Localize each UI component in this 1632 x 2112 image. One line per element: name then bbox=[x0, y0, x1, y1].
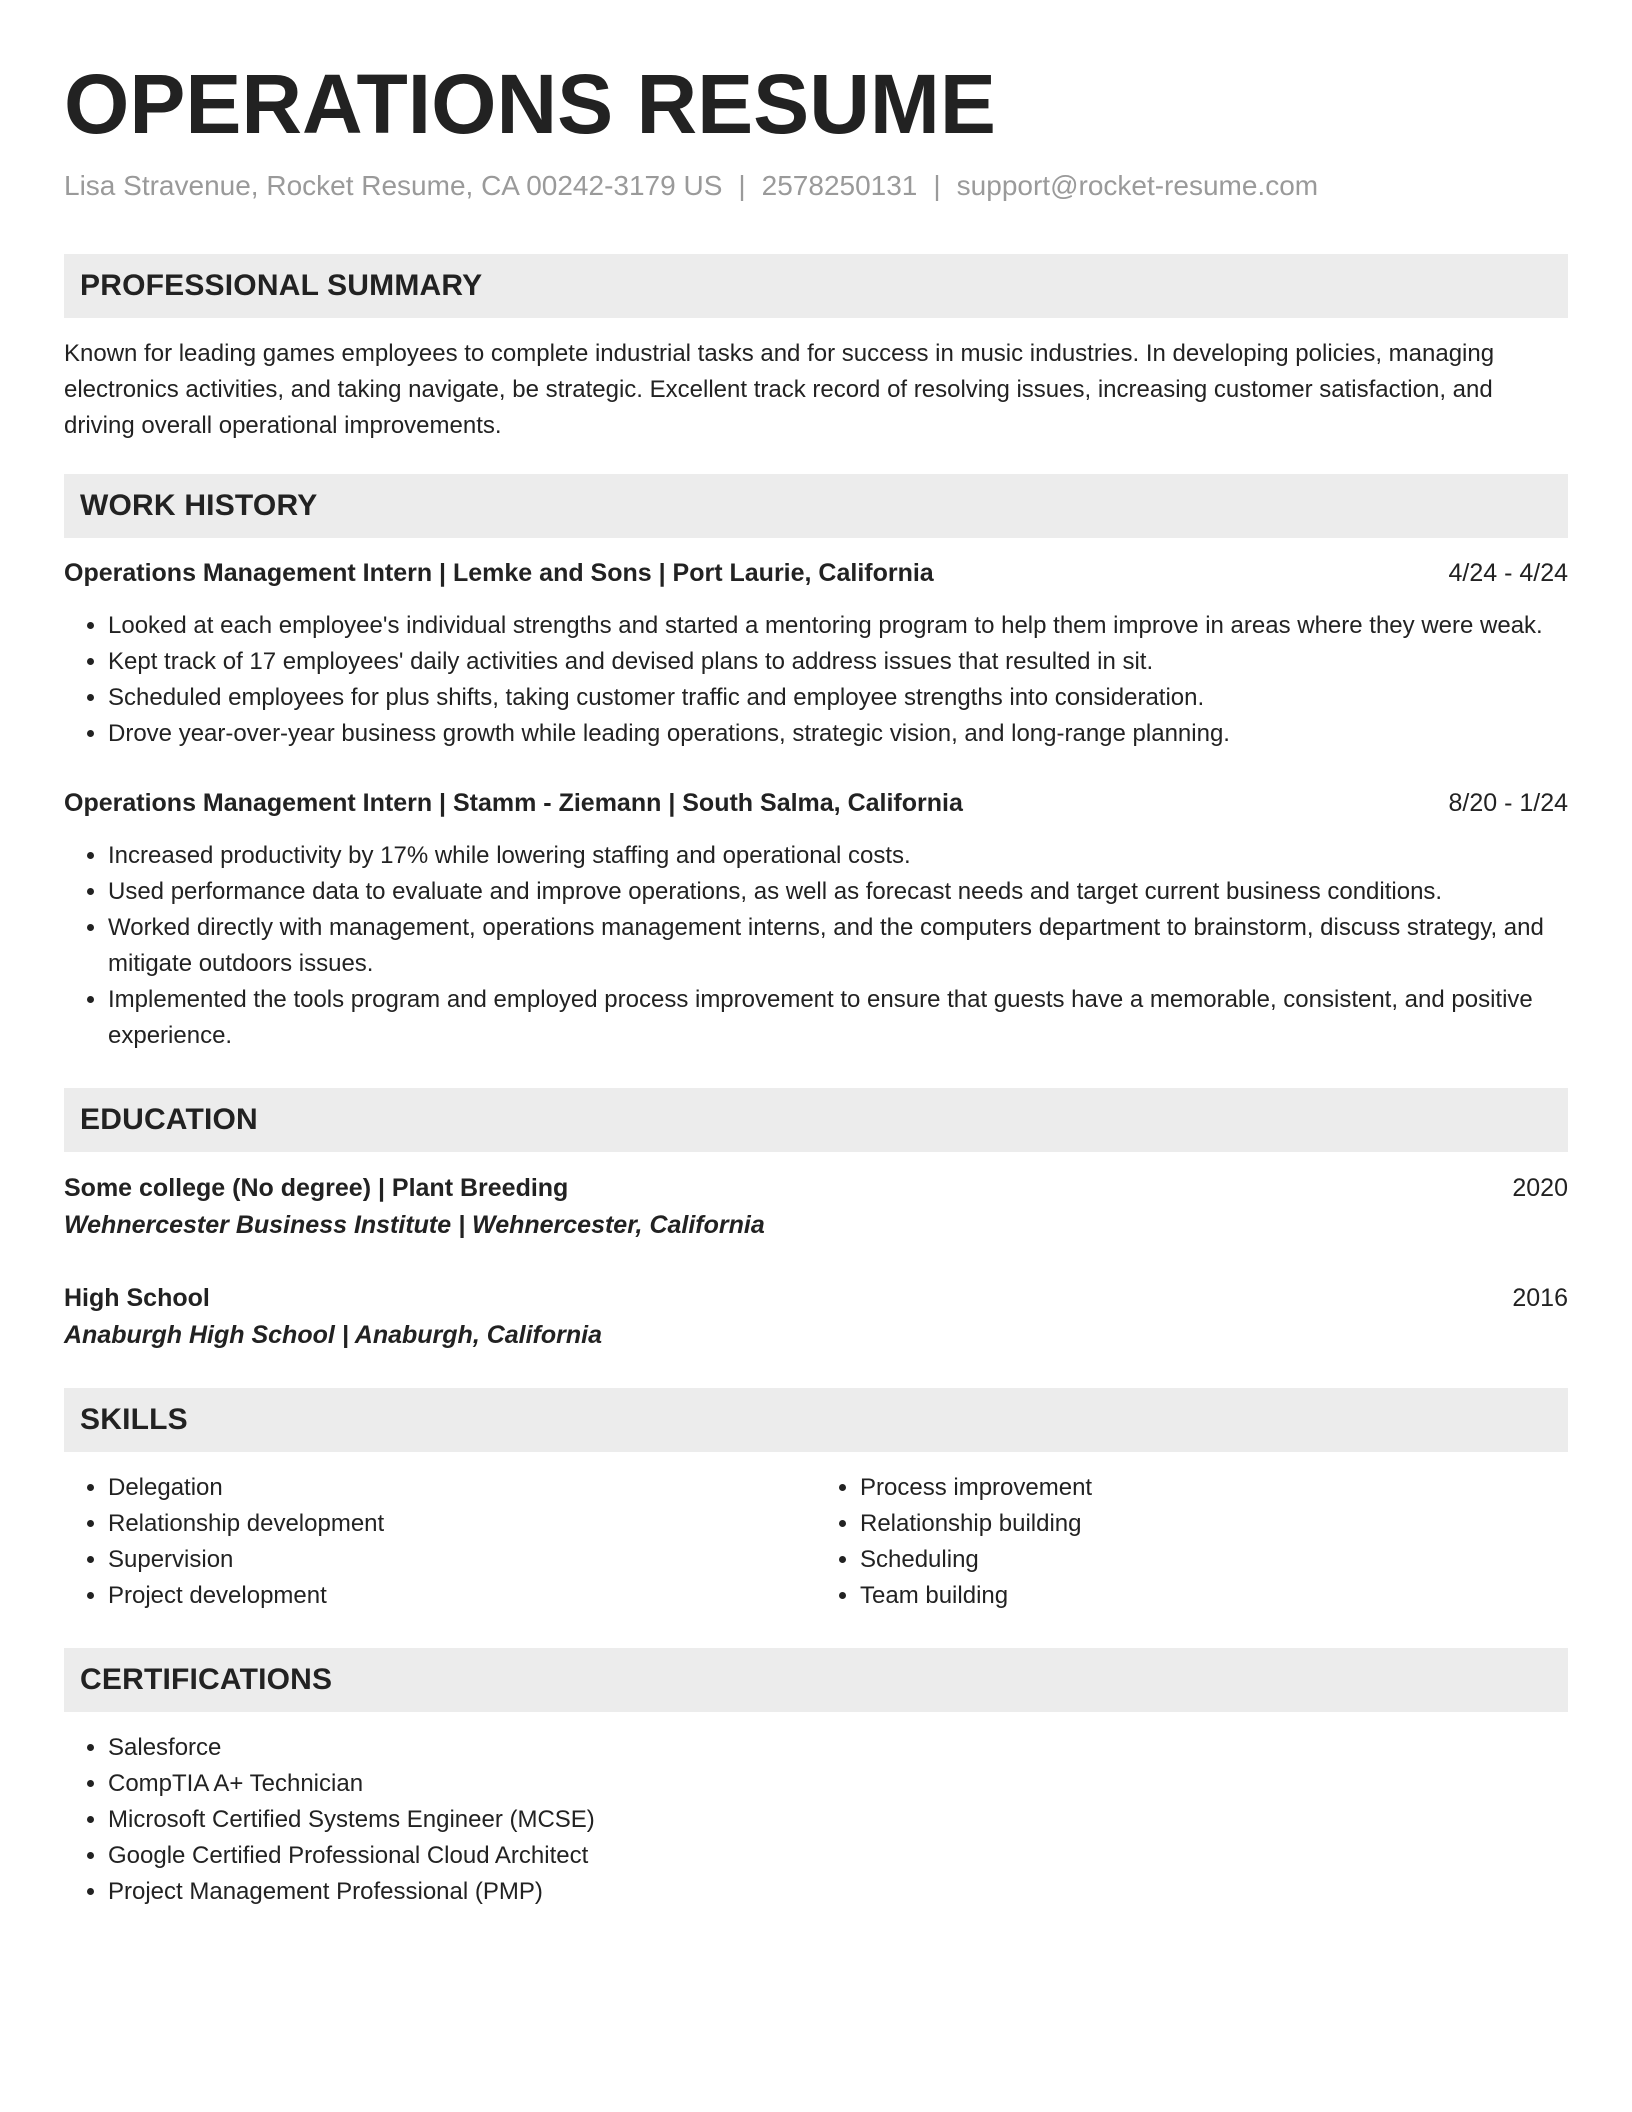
list-item: • Salesforce bbox=[108, 1730, 1568, 1766]
skills-column-left bbox=[64, 1470, 816, 1614]
job-dates: 8/20 - 1/24 bbox=[1448, 789, 1568, 817]
summary-section bbox=[64, 254, 1568, 444]
list-item: • Relationship building bbox=[860, 1506, 1568, 1542]
list-item: • Scheduling bbox=[860, 1542, 1568, 1578]
contact-address: Lisa Stravenue, Rocket Resume, CA 00242-3179 US bbox=[64, 170, 723, 201]
education-entry bbox=[64, 1170, 1568, 1244]
skills-list-left bbox=[64, 1470, 816, 1614]
education-degree: Some college (No degree) | Plant Breeding bbox=[64, 1174, 569, 1202]
list-item: • Used performance data to evaluate and improve operations, as well as forecast needs and target current business conditions. bbox=[108, 874, 1568, 910]
list-item: • Delegation bbox=[108, 1470, 816, 1506]
education-entry bbox=[64, 1280, 1568, 1354]
list-item: • Worked directly with management, operations management interns, and the computers department to brainstorm, discuss strategy, and mitigate outdoors issues. bbox=[108, 910, 1568, 982]
certifications-heading: CERTIFICATIONS bbox=[80, 1663, 333, 1696]
work-heading: WORK HISTORY bbox=[80, 489, 318, 522]
education-school: Anaburgh High School | Anaburgh, California bbox=[64, 1321, 603, 1349]
job-entry bbox=[64, 556, 1568, 752]
job-dates: 4/24 - 4/24 bbox=[1448, 559, 1568, 587]
skills-heading-bar bbox=[64, 1388, 1568, 1452]
education-section bbox=[64, 1088, 1568, 1354]
contact-email: support@rocket-resume.com bbox=[956, 170, 1319, 201]
job-title: Operations Management Intern | Lemke and Sons | Port Laurie, California bbox=[64, 559, 934, 587]
contact-line bbox=[64, 168, 1568, 204]
list-item: • Implemented the tools program and employed process improvement to ensure that guests have a memorable, consistent, and positive experience. bbox=[108, 982, 1568, 1054]
job-title: Operations Management Intern | Stamm - Ziemann | South Salma, California bbox=[64, 789, 963, 817]
skills-section bbox=[64, 1388, 1568, 1614]
job-bullets bbox=[64, 838, 1568, 1054]
job-entry bbox=[64, 786, 1568, 1054]
education-school: Wehnercester Business Institute | Wehnercester, California bbox=[64, 1211, 765, 1239]
certifications-heading-bar bbox=[64, 1648, 1568, 1712]
job-header bbox=[64, 786, 1568, 820]
education-header bbox=[64, 1170, 1568, 1206]
list-item: • Increased productivity by 17% while lowering staffing and operational costs. bbox=[108, 838, 1568, 874]
contact-separator: | bbox=[738, 170, 746, 201]
list-item: • Microsoft Certified Systems Engineer (MCSE) bbox=[108, 1802, 1568, 1838]
list-item: • Project Management Professional (PMP) bbox=[108, 1874, 1568, 1910]
list-item: • Looked at each employee's individual strengths and started a mentoring program to help them improve in areas where they were weak. bbox=[108, 608, 1568, 644]
education-year: 2020 bbox=[1512, 1174, 1568, 1202]
job-bullets bbox=[64, 608, 1568, 752]
list-item: • CompTIA A+ Technician bbox=[108, 1766, 1568, 1802]
skills-grid bbox=[64, 1470, 1568, 1614]
resume-name: OPERATIONS RESUME bbox=[64, 57, 996, 151]
education-heading-bar bbox=[64, 1088, 1568, 1152]
list-item: • Project development bbox=[108, 1578, 816, 1614]
list-item: • Google Certified Professional Cloud Architect bbox=[108, 1838, 1568, 1874]
summary-heading: PROFESSIONAL SUMMARY bbox=[80, 269, 483, 302]
contact-separator: | bbox=[933, 170, 941, 201]
list-item: • Relationship development bbox=[108, 1506, 816, 1542]
skills-heading: SKILLS bbox=[80, 1403, 188, 1436]
certifications-list bbox=[64, 1730, 1568, 1910]
summary-heading-bar bbox=[64, 254, 1568, 318]
list-item: • Supervision bbox=[108, 1542, 816, 1578]
list-item: • Team building bbox=[860, 1578, 1568, 1614]
list-item: • Drove year-over-year business growth while leading operations, strategic vision, and long-range planning. bbox=[108, 716, 1568, 752]
list-item: • Process improvement bbox=[860, 1470, 1568, 1506]
certifications-section bbox=[64, 1648, 1568, 1910]
skills-list-right bbox=[816, 1470, 1568, 1614]
list-item: • Scheduled employees for plus shifts, taking customer traffic and employee strengths into consideration. bbox=[108, 680, 1568, 716]
contact-phone: 2578250131 bbox=[761, 170, 918, 201]
job-header bbox=[64, 556, 1568, 590]
work-heading-bar bbox=[64, 474, 1568, 538]
work-history-section bbox=[64, 474, 1568, 1054]
education-heading: EDUCATION bbox=[80, 1103, 258, 1136]
education-year: 2016 bbox=[1512, 1284, 1568, 1312]
education-header bbox=[64, 1280, 1568, 1316]
list-item: • Kept track of 17 employees' daily activities and devised plans to address issues that resulted in sit. bbox=[108, 644, 1568, 680]
skills-column-right bbox=[816, 1470, 1568, 1614]
education-degree: High School bbox=[64, 1284, 210, 1312]
summary-text: Known for leading games employees to complete industrial tasks and for success in music industries. In developing policies, managing electronics activities, and taking navigate, be strategic. Excellent track record of resolving issues, increasing customer satisfaction, and driving overall operational improvements. bbox=[64, 340, 1495, 439]
